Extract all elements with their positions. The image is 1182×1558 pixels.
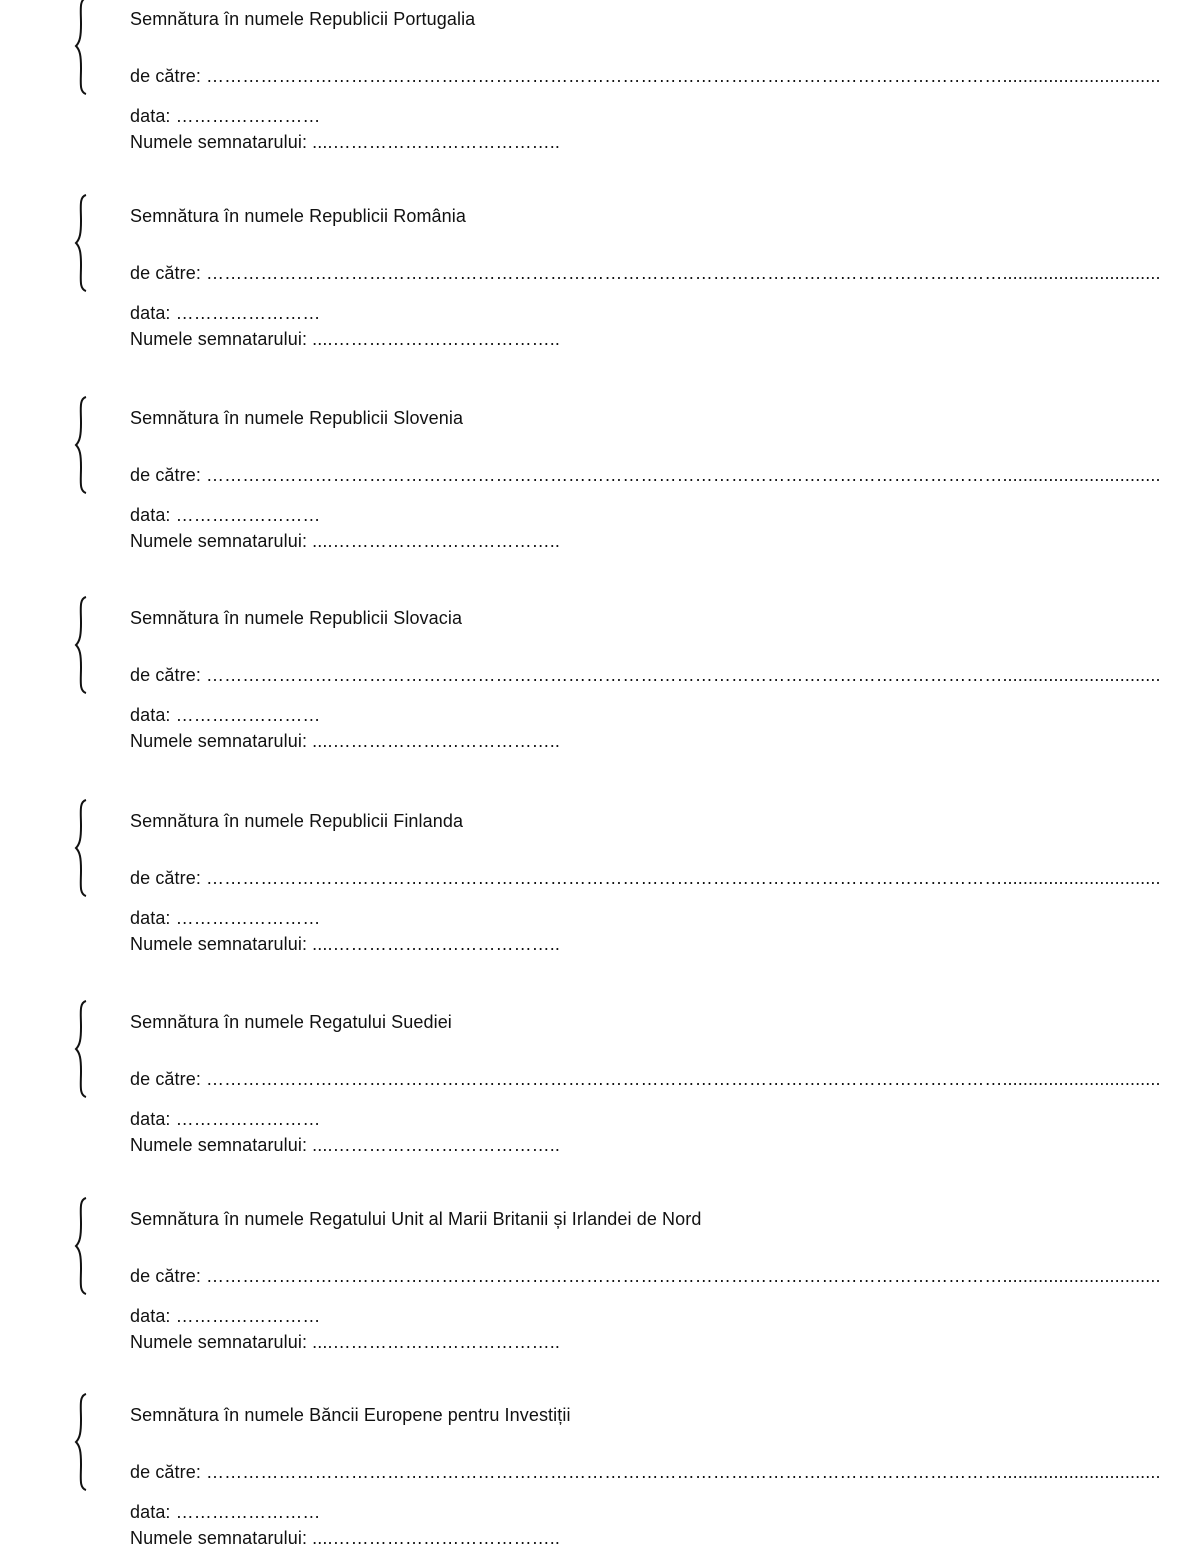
left-curly-brace-icon bbox=[72, 1392, 92, 1492]
signatory-by-field: de către: ……………………………………………………………………………………………………………………............................... bbox=[130, 1069, 1161, 1089]
left-curly-brace-icon bbox=[72, 999, 92, 1099]
left-curly-brace-icon bbox=[72, 0, 92, 96]
date-field: data: …………………… bbox=[130, 1502, 321, 1522]
signatory-by-field: de către: ……………………………………………………………………………………………………………………............................... bbox=[130, 665, 1161, 685]
signature-title: Semnătura în numele Regatului Suediei bbox=[130, 1012, 452, 1032]
signatory-by-field: de către: ……………………………………………………………………………………………………………………............................... bbox=[130, 1266, 1161, 1286]
signatory-name-field: Numele semnatarului: ....……………………………….. bbox=[130, 731, 560, 751]
signature-title: Semnătura în numele Republicii România bbox=[130, 206, 466, 226]
left-curly-brace-icon bbox=[72, 595, 92, 695]
signature-title: Semnătura în numele Republicii Slovacia bbox=[130, 608, 463, 628]
date-field: data: …………………… bbox=[130, 106, 321, 126]
signatory-name-field: Numele semnatarului: ....……………………………….. bbox=[130, 132, 560, 152]
signatory-name-field: Numele semnatarului: ....……………………………….. bbox=[130, 934, 560, 954]
signatory-by-field: de către: ……………………………………………………………………………………………………………………............................... bbox=[130, 868, 1161, 888]
signatory-name-field: Numele semnatarului: ....……………………………….. bbox=[130, 531, 560, 551]
signatory-by-field: de către: ……………………………………………………………………………………………………………………............................... bbox=[130, 465, 1161, 485]
signatory-name-field: Numele semnatarului: ....……………………………….. bbox=[130, 1332, 560, 1352]
signatory-name-field: Numele semnatarului: ....……………………………….. bbox=[130, 1528, 560, 1548]
signature-block-slovacia bbox=[0, 601, 1182, 761]
signature-title: Semnătura în numele Republicii Finlanda bbox=[130, 811, 464, 831]
date-field: data: …………………… bbox=[130, 908, 321, 928]
signatory-by-field: de către: ……………………………………………………………………………………………………………………............................... bbox=[130, 1462, 1161, 1482]
left-curly-brace-icon bbox=[72, 395, 92, 495]
signature-title: Semnătura în numele Regatului Unit al Marii Britanii și Irlandei de Nord bbox=[130, 1209, 702, 1229]
signatory-name-field: Numele semnatarului: ....……………………………….. bbox=[130, 1135, 560, 1155]
signatory-by-field: de către: ……………………………………………………………………………………………………………………............................... bbox=[130, 66, 1161, 86]
date-field: data: …………………… bbox=[130, 505, 321, 525]
signatory-name-field: Numele semnatarului: ....……………………………….. bbox=[130, 329, 560, 349]
signature-block-slovenia bbox=[0, 401, 1182, 561]
signatory-by-field: de către: ……………………………………………………………………………………………………………………............................... bbox=[130, 263, 1161, 283]
signature-block-finlanda bbox=[0, 804, 1182, 964]
date-field: data: …………………… bbox=[130, 1306, 321, 1326]
left-curly-brace-icon bbox=[72, 1196, 92, 1296]
signature-block-suedia bbox=[0, 1005, 1182, 1165]
signature-block-portugalia bbox=[0, 2, 1182, 162]
signature-title: Semnătura în numele Băncii Europene pentru Investiții bbox=[130, 1405, 571, 1425]
left-curly-brace-icon bbox=[72, 798, 92, 898]
signature-title: Semnătura în numele Republicii Slovenia bbox=[130, 408, 464, 428]
date-field: data: …………………… bbox=[130, 303, 321, 323]
left-curly-brace-icon bbox=[72, 193, 92, 293]
signature-title: Semnătura în numele Republicii Portugalia bbox=[130, 9, 476, 29]
date-field: data: …………………… bbox=[130, 705, 321, 725]
signature-block-bei bbox=[0, 1398, 1182, 1558]
signature-block-romania bbox=[0, 199, 1182, 359]
date-field: data: …………………… bbox=[130, 1109, 321, 1129]
signature-block-regatul-unit bbox=[0, 1202, 1182, 1362]
